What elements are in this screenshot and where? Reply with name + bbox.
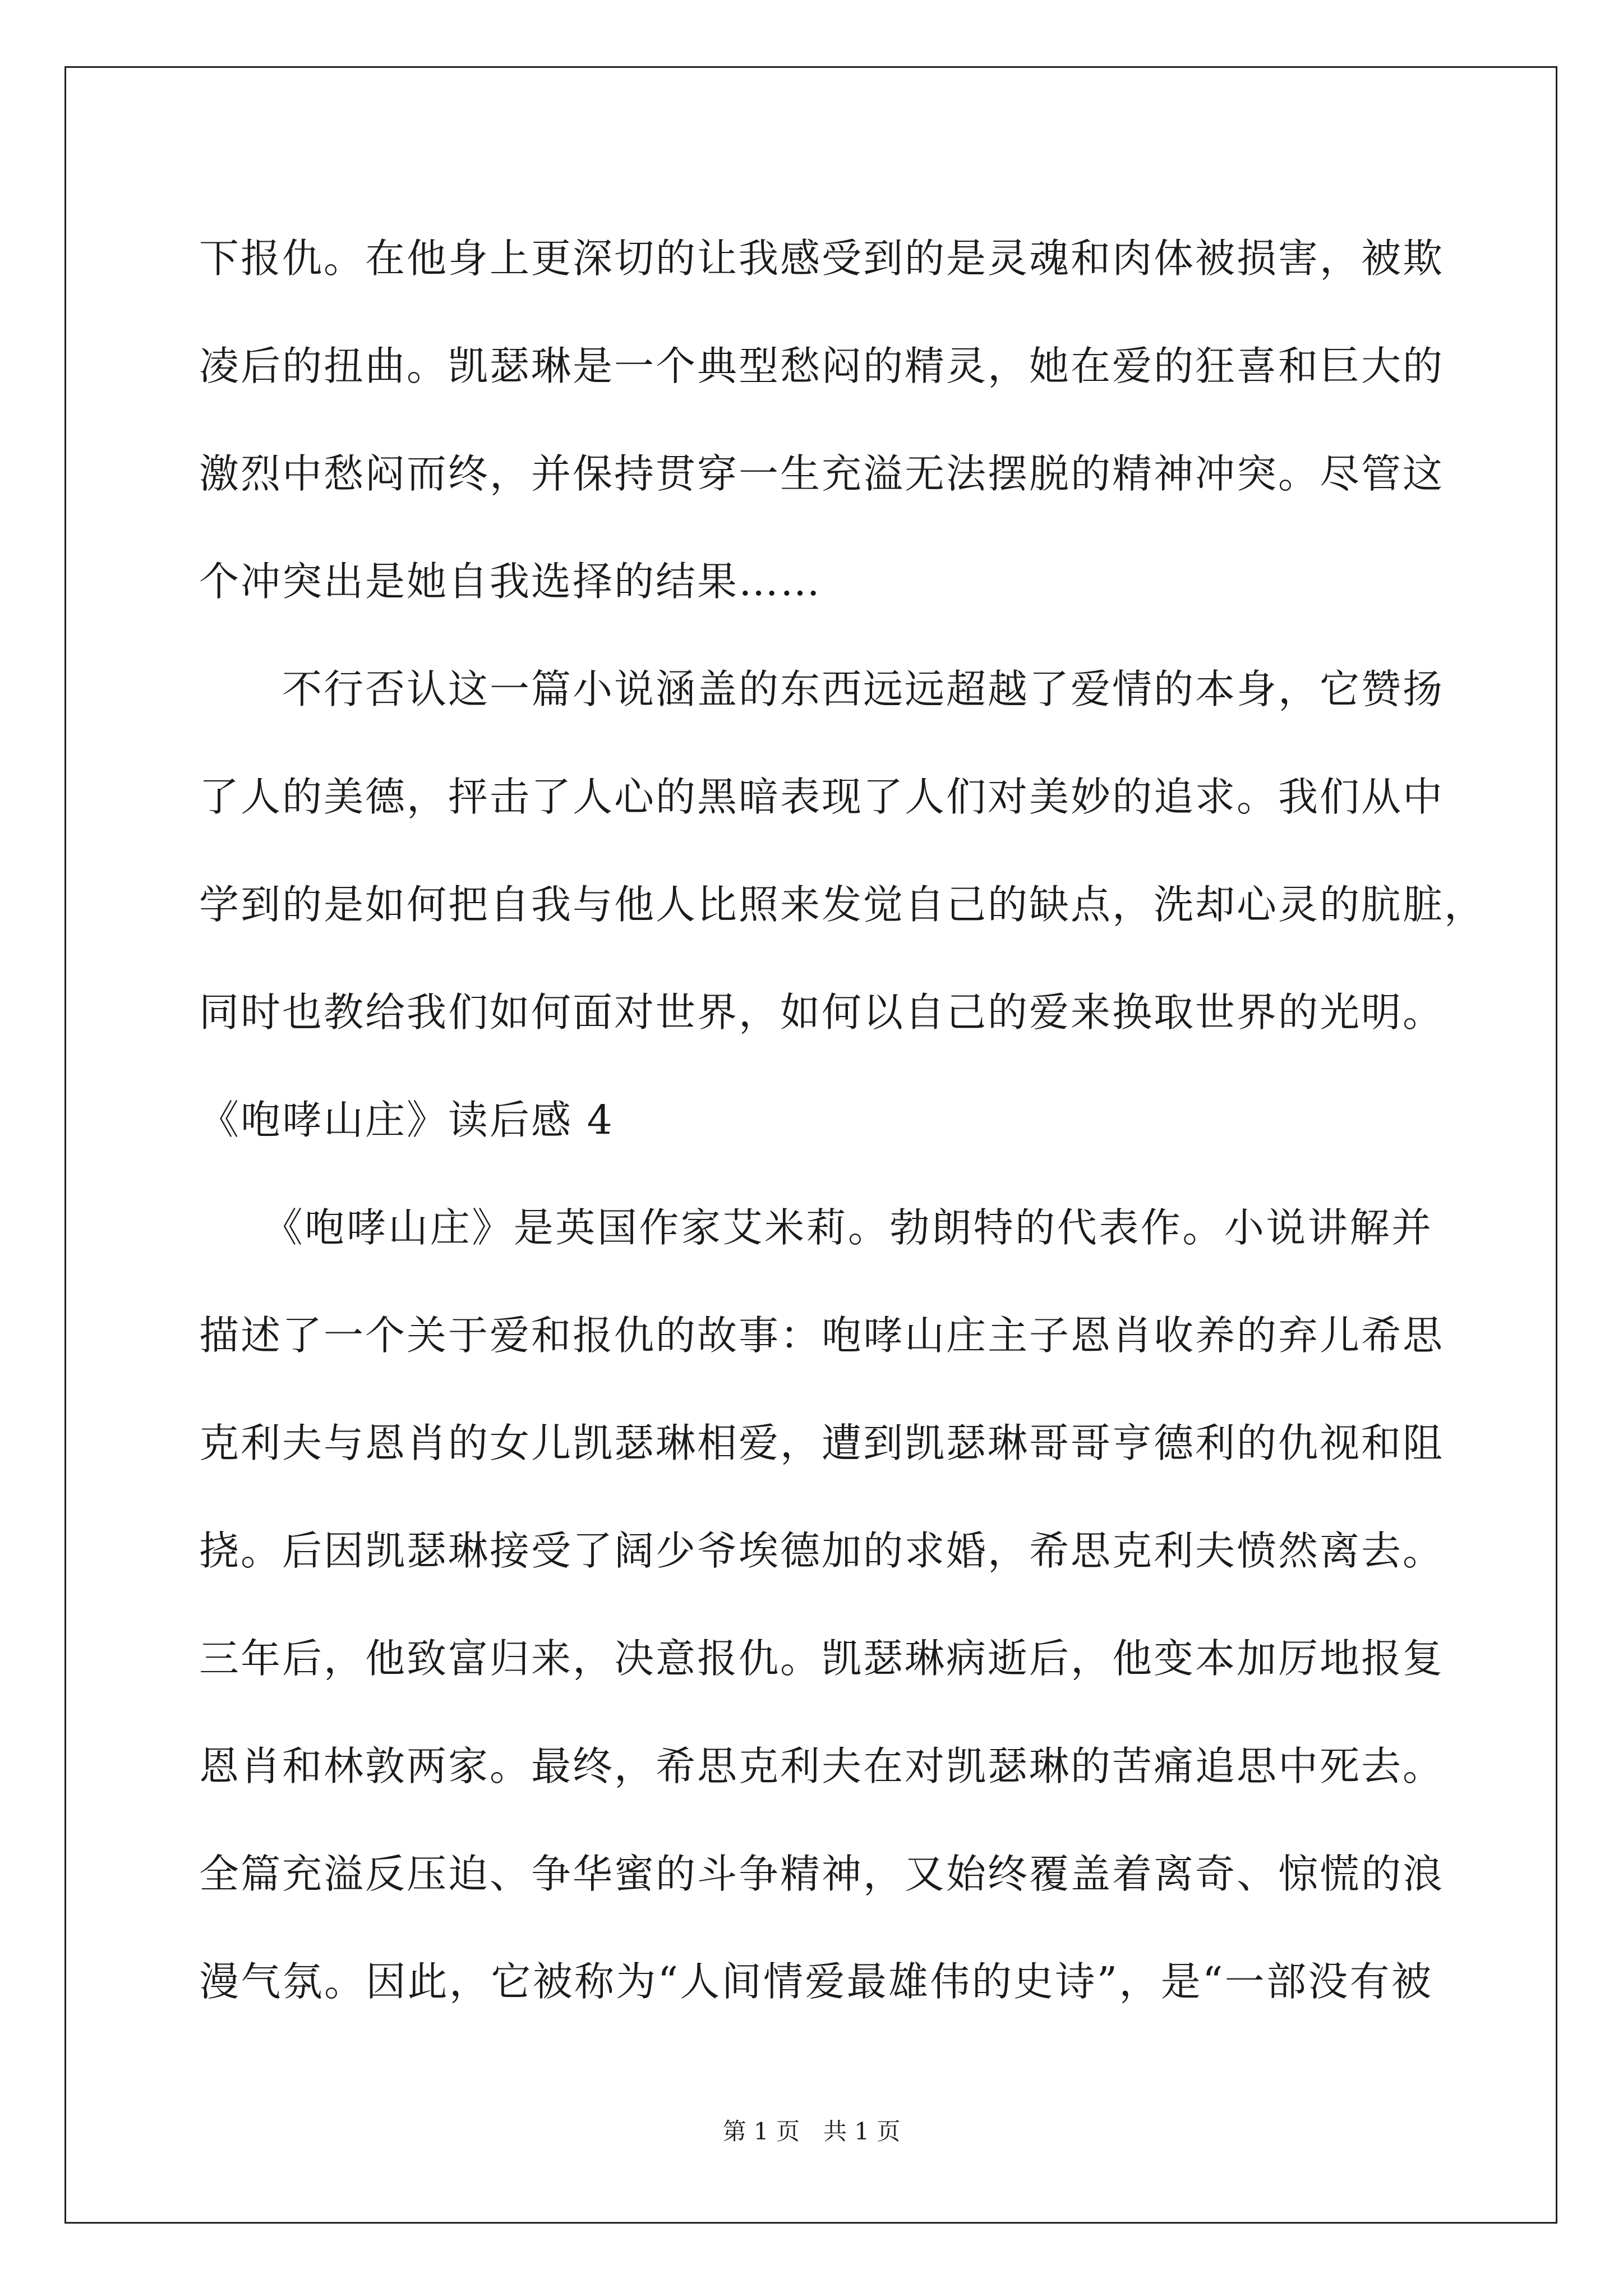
text-line: 漫气氛。因此，它被称为“人间情爱最雄伟的史诗”，是“一部没有被 [199,1958,1433,2005]
text-line: 挠。后因凯瑟琳接受了阔少爷埃德加的求婚，希思克利夫愤然离去。 [199,1527,1445,1574]
page-footer: 第 1 页 共 1 页 [722,2118,901,2145]
text-line: 凌后的扭曲。凯瑟琳是一个典型愁闷的精灵，她在爱的狂喜和巨大的 [199,343,1445,389]
text-line: 了人的美德，抨击了人心的黑暗表现了人们对美妙的追求。我们从中 [199,774,1445,820]
text-line: 激烈中愁闷而终，并保持贯穿一生充溢无法摆脱的精神冲突。尽管这 [199,450,1445,497]
paragraph-start-line: 《咆哮山庄》是英国作家艾米莉。勃朗特的代表作。小说讲解并 [199,1204,1433,1251]
text-line: 全篇充溢反压迫、争华蜜的斗争精神，又始终覆盖着离奇、惊慌的浪 [199,1851,1445,1897]
paragraph-start-line: 不行否认这一篇小说涵盖的东西远远超越了爱情的本身，它赞扬 [199,666,1445,712]
text-line: 同时也教给我们如何面对世界，如何以自己的爱来换取世界的光明。 [199,989,1445,1036]
text-line: 克利夫与恩肖的女儿凯瑟琳相爱，遭到凯瑟琳哥哥亨德利的仇视和阻 [199,1420,1445,1466]
section-heading: 《咆哮山庄》读后感 4 [199,1097,614,1143]
text-line: 下报仇。在他身上更深切的让我感受到的是灵魂和肉体被损害，被欺 [199,235,1445,282]
document-body [199,205,1486,2036]
text-line: 学到的是如何把自我与他人比照来发觉自己的缺点，洗却心灵的肮脏， [199,881,1486,928]
text-line: 恩肖和林敦两家。最终，希思克利夫在对凯瑟琳的苦痛追思中死去。 [199,1743,1445,1789]
text-line: 三年后，他致富归来，决意报仇。凯瑟琳病逝后，他变本加厉地报复 [199,1635,1445,1682]
text-line: 描述了一个关于爱和报仇的故事：咆哮山庄主子恩肖收养的弃儿希思 [199,1312,1445,1359]
text-line: 个冲突出是她自我选择的结果…… [199,558,822,605]
